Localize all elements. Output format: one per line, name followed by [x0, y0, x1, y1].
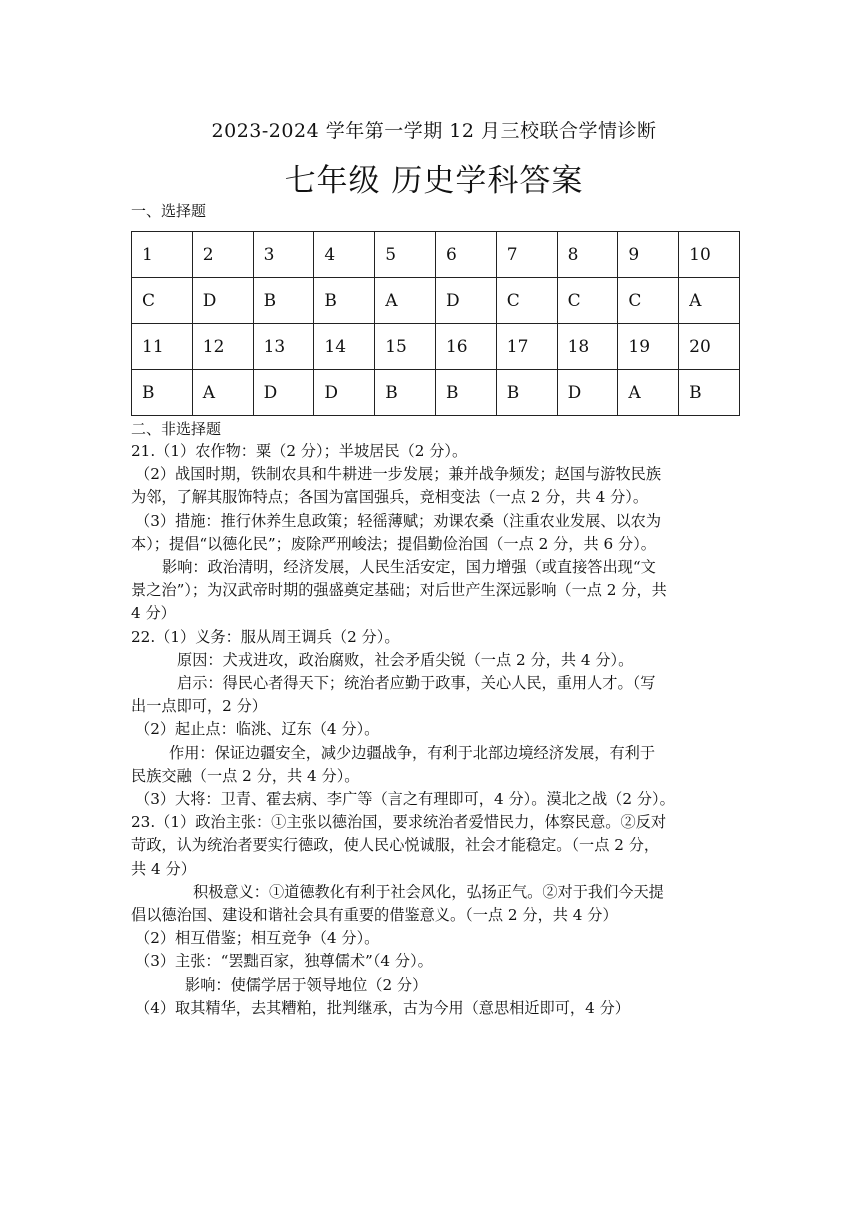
question-number-cell: 19: [618, 324, 679, 370]
question-number-row: [132, 324, 740, 370]
answer-letter-cell: C: [496, 278, 557, 324]
question-number-row: [132, 232, 740, 278]
answer-letter-cell: C: [132, 278, 193, 324]
answer-line: 22.（1）义务：服从周王调兵（2 分）。: [131, 627, 400, 646]
question-number-cell: 7: [496, 232, 557, 278]
answer-letter-cell: D: [192, 278, 253, 324]
answer-line: 21.（1）农作物：粟（2 分）；半坡居民（2 分）。: [131, 442, 468, 460]
answer-letter-row: [132, 370, 740, 416]
answer-line: （3）主张：“罢黜百家，独尊儒术”（4 分）。: [135, 952, 433, 971]
question-number-cell: 4: [314, 232, 375, 278]
multiple-choice-answer-table: [131, 231, 740, 416]
question-number-cell: 8: [557, 232, 618, 278]
answer-letter-cell: A: [618, 370, 679, 416]
question-number-cell: 5: [375, 232, 436, 278]
question-number-cell: 20: [679, 324, 740, 370]
answer-line: （2）战国时期，铁制农具和牛耕进一步发展；兼并战争频发；赵国与游牧民族: [135, 465, 662, 484]
answer-line: 23.（1）政治主张：①主张以德治国，要求统治者爱惜民力，体察民意。②反对: [131, 813, 667, 832]
question-number-cell: 2: [192, 232, 253, 278]
answer-letter-cell: B: [253, 278, 314, 324]
section-non-choice-heading: 二、非选择题: [131, 420, 222, 438]
question-number-cell: 14: [314, 324, 375, 370]
answer-line: 原因：犬戎进攻，政治腐败，社会矛盾尖锐（一点 2 分，共 4 分）。: [177, 650, 634, 669]
question-number-cell: 11: [132, 324, 193, 370]
answer-line: 4 分）: [131, 604, 176, 623]
question-number-cell: 9: [618, 232, 679, 278]
question-number-cell: 1: [132, 232, 193, 278]
exam-title: 2023-2024 学年第一学期 12 月三校联合学情诊断: [211, 120, 657, 142]
answer-line: 本）；提倡“以德化民”；废除严刑峻法；提倡勤俭治国（一点 2 分，共 6 分）。: [131, 534, 656, 553]
answer-letter-cell: A: [679, 278, 740, 324]
answer-line: 影响：使儒学居于领导地位（2 分）: [185, 975, 428, 994]
answer-letter-cell: D: [435, 278, 496, 324]
question-number-cell: 3: [253, 232, 314, 278]
subject-title: 七年级 历史学科答案: [284, 163, 584, 199]
answer-line: 积极意义：①道德教化有利于社会风化，弘扬正气。②对于我们今天提: [193, 882, 664, 901]
question-number-cell: 13: [253, 324, 314, 370]
answer-line: 出一点即可，2 分）: [131, 697, 267, 716]
question-number-cell: 6: [435, 232, 496, 278]
non-choice-answers: [131, 440, 740, 1020]
answer-line: （3）措施：推行休养生息政策；轻徭薄赋；劝课农桑（注重农业发展、以农为: [135, 511, 662, 530]
answer-letter-cell: B: [314, 278, 375, 324]
question-number-cell: 12: [192, 324, 253, 370]
answer-line: 为邻，了解其服饰特点；各国为富国强兵，竞相变法（一点 2 分，共 4 分）。: [131, 488, 649, 507]
answer-line: 影响：政治清明，经济发展，人民生活安定，国力增强（或直接答出现“文: [162, 558, 656, 577]
answer-letter-cell: C: [557, 278, 618, 324]
answer-letter-cell: C: [618, 278, 679, 324]
answer-line: 作用：保证边疆安全，减少边疆战争，有利于北部边境经济发展，有利于: [169, 743, 655, 762]
answer-letter-cell: D: [314, 370, 375, 416]
answer-letter-cell: B: [435, 370, 496, 416]
question-number-cell: 17: [496, 324, 557, 370]
answer-letter-cell: B: [375, 370, 436, 416]
answer-line: 启示：得民心者得天下；统治者应勤于政事，关心人民，重用人才。（写: [177, 674, 656, 693]
answer-letter-cell: B: [679, 370, 740, 416]
answer-letter-cell: A: [375, 278, 436, 324]
answer-line: （4）取其精华，去其糟粕，批判继承，古为今用（意思相近即可，4 分）: [135, 998, 630, 1017]
question-number-cell: 16: [435, 324, 496, 370]
answer-letter-cell: D: [253, 370, 314, 416]
answer-line: （2）起止点：临洮、辽东（4 分）。: [135, 720, 380, 739]
answer-letter-row: [132, 278, 740, 324]
answer-line: （2）相互借鉴；相互竞争（4 分）。: [135, 929, 380, 948]
answer-line: 倡以德治国、建设和谐社会具有重要的借鉴意义。（一点 2 分，共 4 分）: [131, 906, 618, 925]
answer-letter-cell: A: [192, 370, 253, 416]
section-multiple-choice-heading: 一、选择题: [131, 202, 207, 220]
answer-letter-cell: B: [132, 370, 193, 416]
question-number-cell: 10: [679, 232, 740, 278]
answer-line: 景之治”）；为汉武帝时期的强盛奠定基础；对后世产生深远影响（一点 2 分，共: [131, 581, 667, 600]
answer-line: （3）大将：卫青、霍去病、李广等（言之有理即可，4 分）。漠北之战（2 分）。: [135, 790, 675, 809]
answer-line: 民族交融（一点 2 分，共 4 分）。: [131, 766, 360, 785]
answer-line: 共 4 分）: [131, 859, 196, 878]
question-number-cell: 18: [557, 324, 618, 370]
answer-letter-cell: D: [557, 370, 618, 416]
answer-line: 苛政，认为统治者要实行德政，使人民心悦诚服，社会才能稳定。（一点 2 分，: [131, 836, 660, 855]
question-number-cell: 15: [375, 324, 436, 370]
answer-letter-cell: B: [496, 370, 557, 416]
